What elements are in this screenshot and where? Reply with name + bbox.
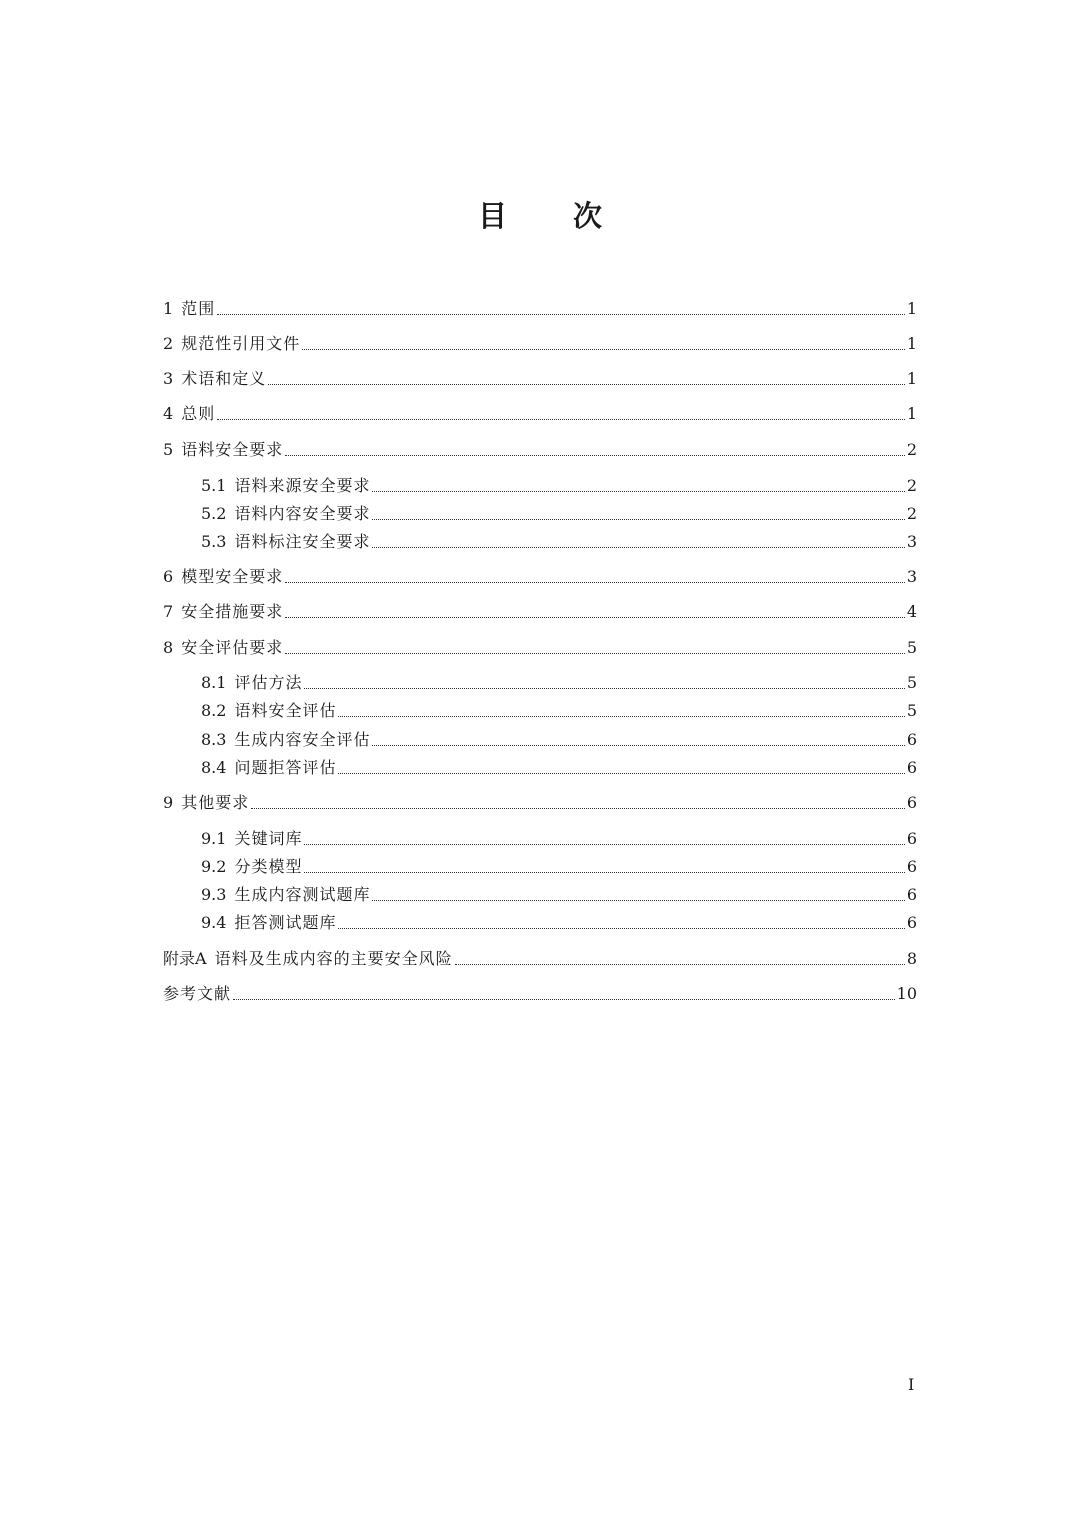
toc-entry [163, 296, 917, 320]
toc-dot-leader [302, 349, 905, 350]
toc-entry-number: 6 [163, 567, 174, 586]
toc-dot-leader [217, 419, 905, 420]
toc-entry [163, 437, 917, 461]
toc-entry-number: 5.2 [201, 504, 227, 523]
toc-dot-leader [372, 519, 904, 520]
toc-entry-label: 生成内容测试题库 [234, 885, 371, 904]
toc-entry [163, 331, 917, 355]
toc-entry [163, 599, 917, 623]
toc-entry [163, 366, 917, 390]
toc-entry [163, 564, 917, 588]
toc-entry [201, 755, 917, 779]
toc-entry-page: 3 [906, 567, 917, 586]
toc-entry [201, 854, 917, 878]
toc-entry-page: 5 [906, 701, 917, 720]
toc-entry-page: 2 [906, 440, 917, 459]
toc-entry-number: 8.4 [201, 758, 227, 777]
toc-entry [201, 501, 917, 525]
toc-dot-leader [372, 547, 904, 548]
toc-entry-page: 6 [906, 793, 917, 812]
toc-entry-page: 6 [906, 913, 917, 932]
toc-entry-label: 语料安全要求 [181, 440, 284, 459]
toc-dot-leader [455, 964, 905, 965]
toc-entry-number: 8.3 [201, 730, 227, 749]
toc-entry [201, 698, 917, 722]
toc-dot-leader [338, 928, 904, 929]
toc-entry-number: 1 [163, 299, 174, 318]
toc-dot-leader [285, 653, 905, 654]
toc-entry-number: 8.1 [201, 673, 227, 692]
toc-dot-leader [268, 384, 905, 385]
toc-entry-page: 6 [906, 829, 917, 848]
toc-entry [201, 670, 917, 694]
toc-entry-number: 9.3 [201, 885, 227, 904]
toc-entry-label: 术语和定义 [181, 369, 267, 388]
toc-entry-number: 7 [163, 602, 174, 621]
toc-entry [201, 473, 917, 497]
toc-entry-label: 规范性引用文件 [181, 334, 301, 353]
toc-entry-label: 语料安全评估 [234, 701, 337, 720]
toc-entry-number: 9.4 [201, 913, 227, 932]
toc-dot-leader [372, 745, 904, 746]
toc-entry-label: 关键词库 [234, 829, 303, 848]
toc-entry-page: 1 [906, 404, 917, 423]
toc-entry-page: 8 [906, 949, 917, 968]
toc-entry-page: 1 [906, 334, 917, 353]
toc-entry-label: 评估方法 [234, 673, 303, 692]
toc-entry-label: 参考文献 [163, 984, 232, 1003]
toc-entry-page: 5 [906, 673, 917, 692]
toc-entry-label: 总则 [181, 404, 216, 423]
toc-entry [201, 727, 917, 751]
toc-entry-label: 模型安全要求 [181, 567, 284, 586]
toc-dot-leader [304, 872, 904, 873]
toc-dot-leader [285, 617, 905, 618]
toc-dot-leader [217, 314, 905, 315]
toc-dot-leader [304, 844, 904, 845]
toc-entry-page: 5 [906, 638, 917, 657]
page-title: 目 次 [477, 199, 631, 233]
toc-entry-label: 问题拒答评估 [234, 758, 337, 777]
toc-entry [163, 946, 917, 970]
toc-entry-label: 范围 [181, 299, 216, 318]
toc-entry [201, 529, 917, 553]
toc-entry-label: 其他要求 [181, 793, 250, 812]
toc-entry-number: 5 [163, 440, 174, 459]
toc-dot-leader [285, 455, 905, 456]
toc-entry-page: 6 [906, 857, 917, 876]
toc-entry-page: 6 [906, 730, 917, 749]
toc-dot-leader [285, 582, 905, 583]
toc-entry-label: 语料及生成内容的主要安全风险 [214, 949, 453, 968]
toc-entry-page: 10 [896, 984, 917, 1003]
toc-entry-label: 拒答测试题库 [234, 913, 337, 932]
toc-entry-number: 4 [163, 404, 174, 423]
toc-entry [201, 882, 917, 906]
footer-page-number: I [908, 1375, 915, 1394]
toc-entry-page: 2 [906, 504, 917, 523]
toc-entry [163, 790, 917, 814]
toc-dot-leader [372, 900, 904, 901]
toc-entry-page: 4 [906, 602, 917, 621]
toc-dot-leader [338, 716, 904, 717]
toc-entry-label: 语料来源安全要求 [234, 476, 371, 495]
toc-entry-number: 9.2 [201, 857, 227, 876]
toc-entry-page: 2 [906, 476, 917, 495]
toc-entry-page: 6 [906, 885, 917, 904]
toc-entry [163, 635, 917, 659]
toc-entry-number: 8.2 [201, 701, 227, 720]
toc-entry-number: 5.1 [201, 476, 227, 495]
toc-entry-label: 语料内容安全要求 [234, 504, 371, 523]
toc-dot-leader [233, 999, 895, 1000]
toc-entry-page: 1 [906, 299, 917, 318]
toc-entry-number: 3 [163, 369, 174, 388]
toc-entry-page: 6 [906, 758, 917, 777]
toc-entry-label: 安全评估要求 [181, 638, 284, 657]
toc-entry-label: 生成内容安全评估 [234, 730, 371, 749]
toc-entry-label: 安全措施要求 [181, 602, 284, 621]
toc-dot-leader [372, 491, 904, 492]
toc-entry-number: 9 [163, 793, 174, 812]
toc-entry [201, 826, 917, 850]
toc-entry-number: 2 [163, 334, 174, 353]
toc-entry-label: 语料标注安全要求 [234, 532, 371, 551]
toc-entry-number: 5.3 [201, 532, 227, 551]
toc-entry-number: 附录A [163, 949, 207, 968]
toc-entry-page: 3 [906, 532, 917, 551]
toc-entry [163, 981, 917, 1005]
toc-dot-leader [251, 808, 905, 809]
toc-entry-number: 8 [163, 638, 174, 657]
toc-entry [163, 401, 917, 425]
toc-entry-number: 9.1 [201, 829, 227, 848]
toc-entry [201, 910, 917, 934]
toc-dot-leader [304, 688, 904, 689]
toc-entry-page: 1 [906, 369, 917, 388]
toc-entry-label: 分类模型 [234, 857, 303, 876]
toc-dot-leader [338, 773, 904, 774]
